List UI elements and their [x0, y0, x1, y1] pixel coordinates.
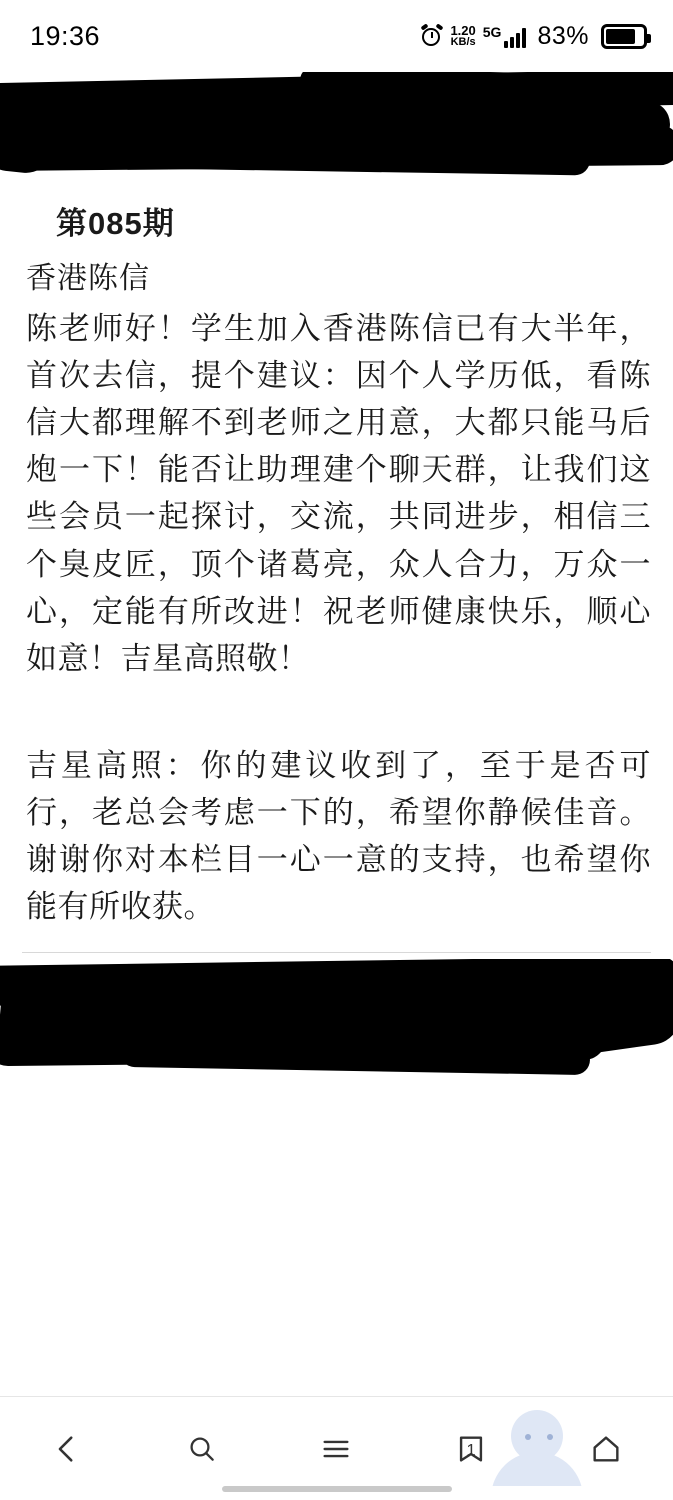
letter-paragraph: 陈老师好！学生加入香港陈信已有大半年，首次去信，提个建议：因个人学历低，看陈信大都理解不到老师之用意，大都只能马后炮一下！能否让助理建个聊天群，让我们这些会员一起探讨，交流，共同进步，相信三个臭皮匠，顶个诸葛亮，众人合力，万众一心，定能有所改进！祝老师健康快乐，顺心如意！吉星高照敬！ — [26, 311, 651, 676]
article-source: 香港陈信 — [26, 262, 150, 295]
hamburger-menu-icon — [319, 1432, 353, 1466]
status-clock: 19:36 — [30, 20, 101, 51]
network-speed-unit: KB/s — [450, 36, 476, 49]
redacted-header-area — [0, 72, 673, 176]
back-button[interactable] — [24, 1413, 110, 1485]
system-home-indicator[interactable] — [222, 1486, 452, 1492]
signal-group — [483, 25, 527, 48]
network-speed — [450, 24, 475, 48]
home-button[interactable] — [563, 1413, 649, 1485]
article-content — [0, 198, 673, 953]
menu-button[interactable] — [293, 1413, 379, 1485]
signal-bars-icon — [504, 26, 526, 48]
alarm-clock-icon — [421, 25, 443, 47]
tabs-count: 1 — [466, 1440, 476, 1460]
network-type-label: 5G — [482, 23, 502, 40]
tabs-button[interactable] — [428, 1413, 514, 1485]
search-button[interactable] — [159, 1413, 245, 1485]
reply-paragraph: 吉星高照：你的建议收到了，至于是否可行，老总会考虑一下的，希望你静候佳音。谢谢你对本栏目一心一意的支持，也希望你能有所收获。 — [26, 747, 651, 925]
chevron-left-icon — [50, 1432, 84, 1466]
home-icon — [589, 1432, 623, 1466]
redacted-footer-area — [0, 959, 673, 1085]
status-indicators — [421, 22, 647, 51]
content-divider — [22, 952, 651, 953]
browser-bottom-nav — [0, 1396, 673, 1500]
status-bar — [0, 0, 673, 72]
issue-title: 第085期 — [56, 206, 175, 241]
search-icon — [186, 1433, 218, 1465]
network-speed-value: 1.20 — [450, 22, 476, 38]
battery-percent: 83% — [537, 21, 589, 50]
battery-icon — [601, 24, 647, 49]
